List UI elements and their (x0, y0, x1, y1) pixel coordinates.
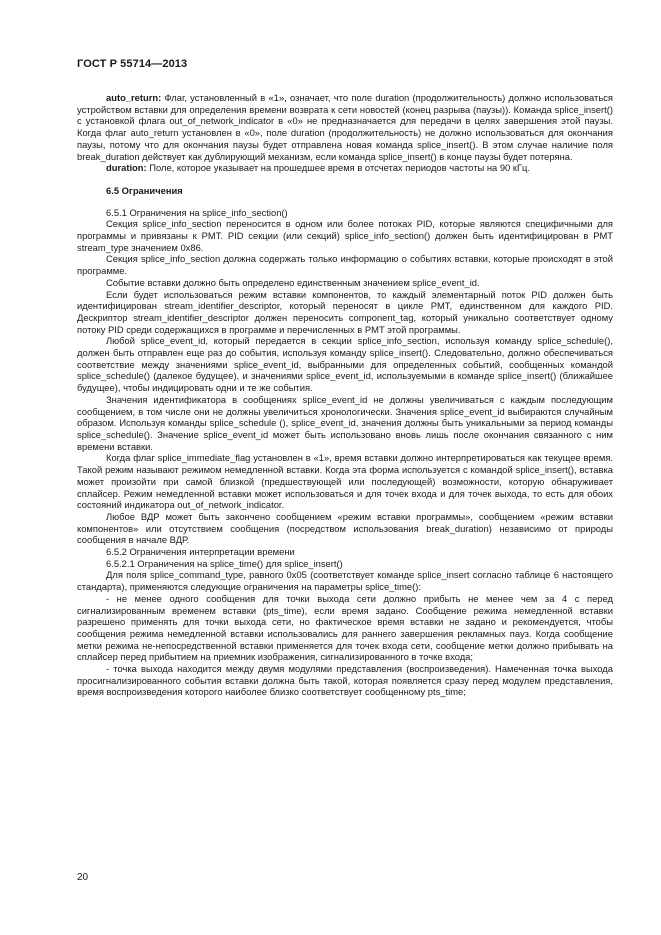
paragraph: Значения идентификатора в сообщениях splice_event_id не должны увеличиваться с каждым последующим сообщением, в том числе они не должны увеличиться хронологически. Значения splice_event_id выбираются случайным образом. Используя команды splice_schedule (), splice_event_id, значения должны быть уникальными за период команды splice_schedule(). Значение splice_event_id может быть использовано вновь лишь после окончания связанного с ним времени вставки. (77, 393, 613, 452)
paragraph: Любое ВДР может быть закончено сообщением «режим вставки программы», сообщением «режим вставки компонентов» или отсутствием сообщения (посредством использования break_duration) независимо от природы сообщения в начале ВДР. (77, 510, 613, 546)
paragraph: Для поля splice_command_type, равного 0x05 (соответствует команде splice_insert согласно таблице 6 настоящего стандарта), применяются следующие ограничения на параметры splice_time(): (77, 569, 613, 593)
section-heading: 6.5 Ограничения (106, 184, 183, 196)
paragraph: Секция splice_info_section должна содержать только информацию о событиях вставки, которые происходят в этой программе. (77, 253, 613, 277)
paragraph: Событие вставки должно быть определено единственным значением splice_event_id. (106, 276, 480, 288)
definition-duration (77, 162, 613, 174)
subsection-heading: 6.5.2 Ограничения интерпретации времени (106, 546, 295, 558)
definition-text: Поле, которое указывает на прошедшее время в отсчетах периодов частоты на 90 кГц. (146, 162, 531, 174)
definition-auto-return (77, 92, 613, 162)
document-header: ГОСТ Р 55714—2013 (77, 58, 188, 70)
definition-term: duration: (106, 162, 147, 174)
subsection-heading: 6.5.2.1 Ограничения на splice_time() для splice_insert() (106, 557, 343, 569)
list-item: - точка выхода находится между двумя модулями представления (воспроизведения). Намеченная точка выхода просигнализированного события вставки должна быть такой, которая появляется сразу перед модулем представления, время воспроизведения которого наиболее близко соответствует сообщенному pts_time; (77, 663, 613, 698)
paragraph: Если будет использоваться режим вставки компонентов, то каждый элементарный поток PID должен быть идентифицирован stream_identifier_descriptor, который переносят в цикле PMT, единственном для каждого PID. Дескриптор stream_identifier_descriptor должен переносить component_tag, который уникально соответствует одному потоку PID среди содержащихся в программе и перечисленных в PMT этой программы. (77, 288, 613, 335)
page-number: 20 (77, 872, 89, 883)
list-item: - не менее одного сообщения для точки выхода сети должно прибыть не менее чем за 4 с перед сигнализированным временем вставки (pts_time), если время задано. Сообщение режима немедленной вставки разрешено применять для точки выхода сети, но фактическое время вставки не задано и рекомендуется, чтобы сообщения режима немедленной вставки использовались для раннего завершения рекламных пауз. Когда сообщение метки режима не-непосредственной вставки применяется для точек входа сети, сообщение метки должно прибывать на сплайсер перед прибытием на приемник изображения, сигнализированного в точке входа; (77, 592, 613, 663)
subsection-heading: 6.5.1 Ограничения на splice_info_section() (106, 206, 288, 218)
paragraph: Секция splice_info_section переносится в одном или более потоках PID, которые являются специфичными для программы и привязаны к PMT. PID секции (или секций) splice_info_section() должен быть идентифицирован в PMT stream_type значением 0x86. (77, 218, 613, 253)
definition-text: Флаг, установленный в «1», означает, что поле duration (продолжительность) должно использоваться устройством вставки для определения времени возврата к сети новостей (конец разрыва (паузы)). Команда splice_insert() с установкой флага out_of_network_indicator в «0» не предназначается для передачи в целях завершения этой паузы. Когда флаг auto_return установлен в «0», поле duration (продолжительность) не должно использоваться для окончания паузы, потому что для окончания паузы будет отправлена новая команда splice_insert(). В этом случае наличие поля break_duration действует как дублирующий механизм, если команда splice_insert() в конце паузы будет потеряна. (77, 92, 613, 162)
document-body (77, 92, 613, 698)
definition-term: auto_return: (106, 92, 162, 103)
paragraph: Любой splice_event_id, который передается в секции splice_info_section, используя команду splice_schedule(), должен быть отправлен еще раз до события, используя команду splice_insert(). Следовательно, должно обеспечиваться соответствие между значениями splice_event_id, выбранными для определенных событий, сообщенных командой splice_schedule() (далекое будущее), и значениями splice_event_id, используемыми в команде splice_insert() (ближайшее будущее), чтобы индицировать одни и те же события. (77, 335, 613, 394)
paragraph: Когда флаг splice_immediate_flag установлен в «1», время вставки должно интерпретироваться как текущее время. Такой режим называют режимом немедленной вставки. Когда эта форма используется с командой splice_insert(), вставка может произойти при самой близкой (предшествующей или последующей) возможности, которую обнаруживает сплайсер. Режим немедленной вставки может использоваться и для точек входа и для точек выхода, то есть для обоих состояний индикатора out_of_network_indicator. (77, 452, 613, 511)
